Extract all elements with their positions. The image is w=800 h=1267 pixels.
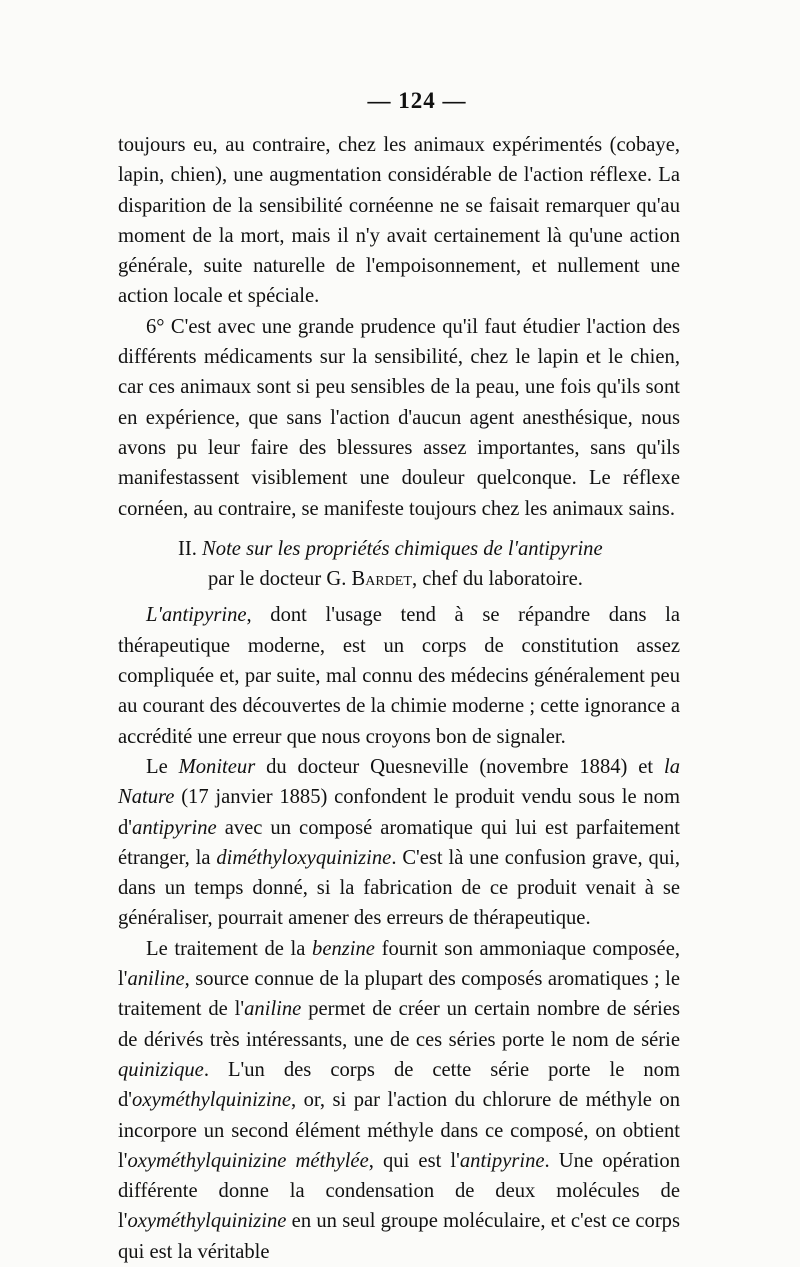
italic-run: benzine: [312, 937, 375, 960]
paragraph-point-6: 6° C'est avec une grande prudence qu'il faut étudier l'action des différents médicaments sur la sensibilité, chez le lapin et le chien, car ces animaux sont si peu sensibles de la peau, une fois qu'ils sont en expérience, que sans l'action d'aucun agent anesthésique, nous avons pu leur faire des blessures assez importantes, sans qu'ils manifestassent visiblement une douleur quelconque. Le réflexe cornéen, au contraire, se manifeste toujours chez les animaux sains.: [118, 315, 680, 520]
italic-run: aniline: [244, 998, 302, 1021]
section-heading: [118, 534, 680, 595]
paragraph-antipyrine-intro: [118, 600, 680, 751]
italic-run: aniline: [127, 968, 185, 991]
italic-run: oxyméthylquinizine méthylée: [127, 1149, 369, 1172]
paragraph-benzine: [118, 934, 680, 1267]
author-suffix: , chef du laboratoire.: [411, 568, 583, 591]
italic-run: diméthyloxyquinizine: [216, 846, 392, 869]
text-run: , qui est l': [368, 1149, 460, 1172]
text-run: en un seul groupe moléculaire, et c'est ce corps qui est la véritable: [118, 1210, 680, 1263]
text-run: , or, si par l'action du chlorure de méthyle on incorpore un second élément méthyle dans ce composé, on obtient l': [118, 1089, 680, 1172]
italic-run: Moniteur: [178, 755, 256, 778]
text-run: du docteur Quesneville (novembre 1884) et: [255, 755, 664, 778]
page-number: — 124 —: [367, 88, 467, 113]
text-run: , source connue de la plupart des composés aromatiques ; le traitement de l': [118, 968, 680, 1021]
italic-run: quinizique: [118, 1058, 204, 1081]
text-run: . C'est là une confusion grave, qui, dans un temps donné, si la fabrication de ce produit venait à se généraliser, pourrait amener des erreurs de thérapeutique.: [118, 846, 680, 930]
paragraph-text: , dont l'usage tend à se répandre dans la thérapeutique moderne, est un corps de constitution assez compliquée et, par suite, mal connu des médecins généralement peu au courant des découvertes de la chimie moderne ; cette ignorance a accrédité une erreur que nous croyons bon de signaler.: [118, 604, 680, 748]
text-run: fournit son ammoniaque composée, l': [118, 937, 680, 991]
italic-run: antipyrine: [459, 1149, 545, 1172]
section-author-line: [178, 564, 680, 594]
text-run: permet de créer un certain nombre de séries de dérivés très intéressants, une de ces séries porte le nom de série: [118, 998, 680, 1051]
italic-run: antipyrine: [132, 816, 217, 839]
author-prefix: par le docteur G.: [208, 568, 347, 591]
text-run: (17 janvier 1885) confondent le produit vendu sous le nom d': [118, 786, 680, 839]
text-run: avec un composé aromatique qui lui est parfaitement étranger, la: [118, 816, 680, 869]
text-run: Le traitement de la: [146, 937, 313, 960]
paragraph-moniteur: [118, 752, 680, 934]
italic-run: oxyméthylquinizine: [132, 1089, 291, 1112]
section-title-text: Note sur les propriétés chimiques de l'antipyrine: [202, 537, 603, 560]
paragraph-continuation: toujours eu, au contraire, chez les animaux expérimentés (cobaye, lapin, chien), une augmentation considérable de l'action réflexe. La disparition de la sensibilité cornéenne ne se faisait remarquer qu'au moment de la mort, mais il n'y avait certainement là qu'une action générale, suite naturelle de l'empoisonnement, et nullement une action locale et spéciale.: [118, 134, 680, 308]
section-number: II.: [178, 537, 197, 560]
term-antipyrine: L'antipyrine: [146, 604, 247, 627]
italic-run: la Nature: [118, 755, 681, 809]
author-name: Bardet: [351, 568, 412, 591]
document-page: [118, 88, 680, 1267]
text-run: Le: [146, 755, 179, 778]
italic-run: oxyméthylquinizine: [127, 1210, 287, 1233]
text-run: . Une opération différente donne la condensation de deux molécules de l': [118, 1149, 680, 1233]
text-run: . L'un des corps de cette série porte le nom d': [118, 1058, 680, 1112]
